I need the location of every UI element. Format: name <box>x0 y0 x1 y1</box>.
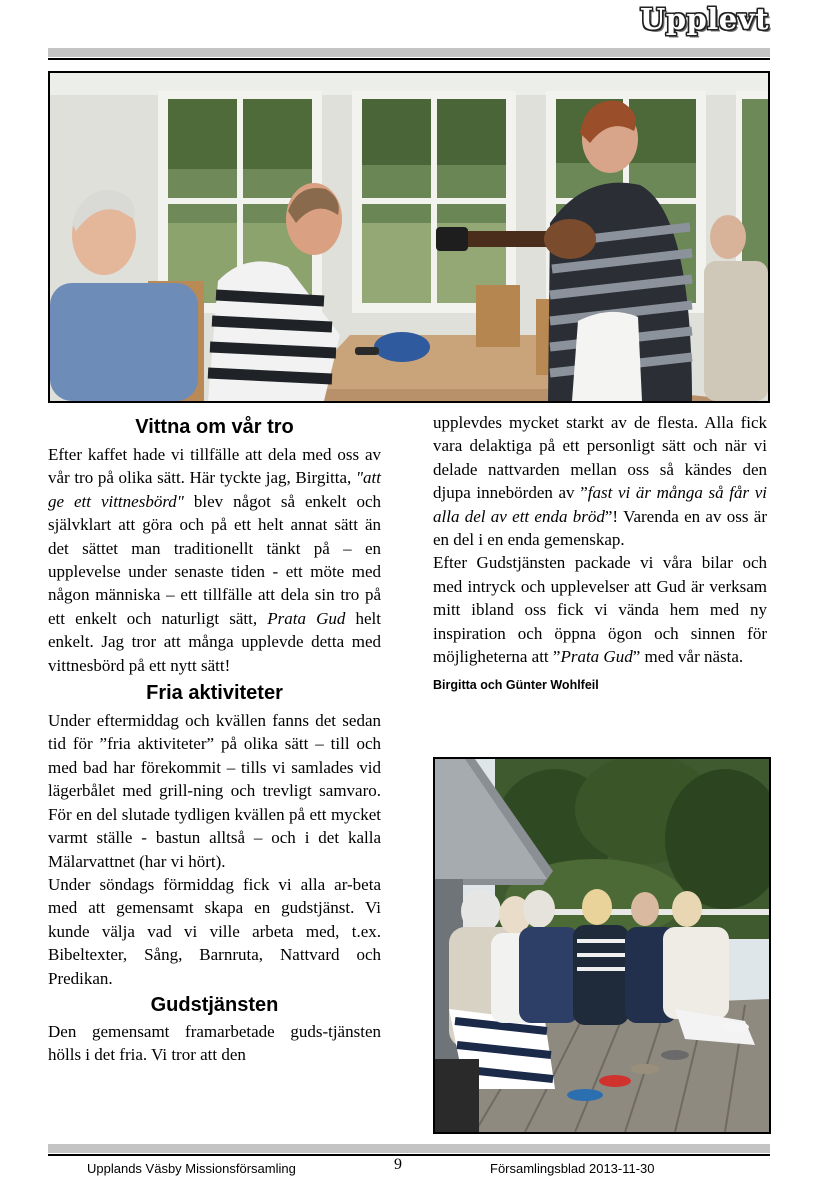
photo-outdoor-service <box>433 757 771 1134</box>
page-number: 9 <box>394 1156 402 1173</box>
heading-vittna: Vittna om vår tro <box>135 416 294 438</box>
paragraph-efter-gudstjansten: Efter Gudstjänsten packade vi våra bilar och med intryck och upplevelser att Gud är verksam mitt ibland oss fick vi vända hem med ny inspiration och öppna ögon och sinnen för möjligheterna att ”Prata Gud” med vår nästa. <box>433 553 767 667</box>
paragraph-sondag: Under söndags förmiddag fick vi alla ar-beta med att gemensamt skapa en gudstjänst. Vi kunde välja vad vi ville arbeta med, t.ex. Bibeltexter, Sång, Barnruta, Nattvard och Predikan. <box>48 874 381 988</box>
photo-outdoor-service-image <box>435 759 769 1132</box>
photo-guitar-gathering <box>48 71 770 403</box>
left-column <box>48 414 381 1067</box>
paragraph-fria-aktiviteter: Under eftermiddag och kvällen fanns det sedan tid för ”fria aktiviteter” på olika sätt – till och med bad har förekommit – tills vi samlades vid lägerbålet med grill-ning och trevligt samvaro. För en del slutade tydligen kvällen på ett mycket varmt ställe - bastun alltså – och i det kalla Mälarvattnet (har vi hört). <box>48 711 381 871</box>
header-rule-gray <box>48 48 770 57</box>
section-title: Upplevt <box>639 2 769 36</box>
heading-gudstjansten: Gudstjänsten <box>150 993 279 1016</box>
paragraph-vittna: Efter kaffet hade vi tillfälle att dela med oss av vår tro på olika sätt. Här tyckte jag, Birgitta, "att ge ett vittnesbörd" blev något så enkelt och självklart att göra och på ett helt annat sätt än det sättet man traditionellt tänkt på – en upplevelse under senaste tiden - ett möte med någon människa – ett tillfälle att dela sin tro på ett enkelt och naturligt sätt, Prata Gud helt enkelt. Jag tror att många upplevde detta med vittnesbörd på ett nytt sätt! <box>48 445 382 675</box>
footer-organization: Upplands Väsby Missionsförsamling <box>87 1161 296 1176</box>
photo-guitar-gathering-image <box>50 73 768 401</box>
header-rule-black <box>48 58 770 60</box>
paragraph-gudstjansten: Den gemensamt framarbetade guds-tjänsten hölls i det fria. Vi tror att den <box>48 1021 381 1065</box>
right-column <box>433 411 767 698</box>
footer-issue-date: Församlingsblad 2013-11-30 <box>490 1161 655 1176</box>
paragraph-nattvard: upplevdes mycket starkt av de flesta. Alla fick vara delaktiga på ett personligt sätt och när vi delade nattvarden mellan oss så kändes den djupa innebörden av ”fast vi är många så får vi alla del av ett enda bröd”! Varenda en av oss är en del i en enda gemenskap. <box>433 413 767 550</box>
footer-rule-gray <box>48 1144 770 1153</box>
footer-rule-black <box>48 1154 770 1156</box>
heading-fria-aktiviteter: Fria aktiviteter <box>146 682 283 705</box>
author-signature: Birgitta och Günter Wohlfeil <box>433 678 599 693</box>
